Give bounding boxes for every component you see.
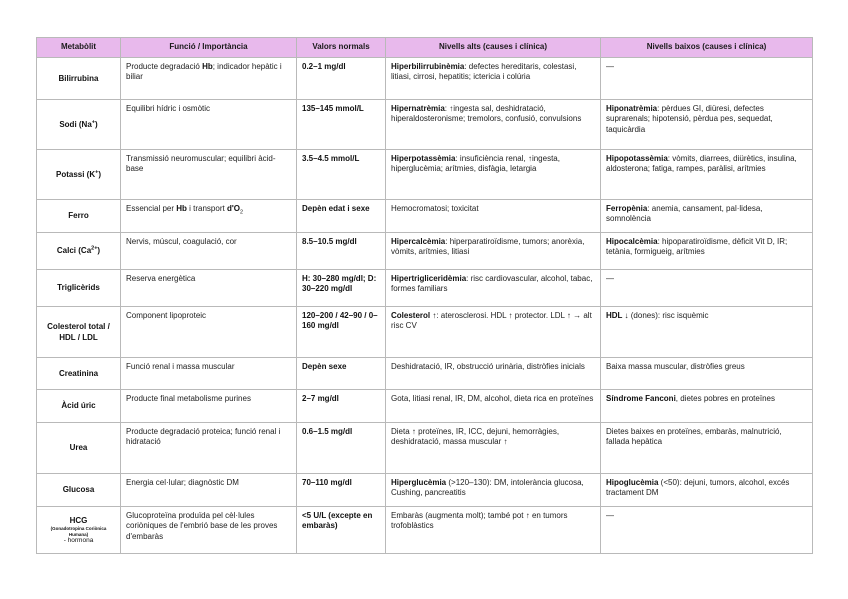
cell-metabolit [37, 423, 121, 474]
cell-text: : risc cardiovascular, alcohol, tabac, formes familiars [391, 274, 593, 294]
cell-nivells-alts [386, 58, 601, 100]
cell-metabolit [37, 150, 121, 200]
cell-text: Producte final metabolisme purines [126, 394, 251, 403]
cell-text: , dietes pobres en proteïnes [675, 394, 775, 403]
table-row [37, 507, 813, 554]
cell-text: Nervis, múscul, coagulació, cor [126, 237, 237, 246]
cell-text: ; indicador hepàtic i biliar [126, 62, 282, 82]
cell-text: : defectes hereditaris, colestasi, litiasi, cirrosi, hepatitis; ictericia i colúria [391, 62, 577, 82]
cell-text: Creatinina [58, 368, 99, 378]
cell-nivells-alts [386, 233, 601, 270]
cell-valors [297, 270, 386, 307]
cell-text: Ferro [68, 211, 89, 221]
cell-text: (>120–130): DM, intolerància glucosa, Cushing, pancreatitis [391, 478, 584, 498]
cell-text: Baixa massa muscular, distròfies greus [606, 362, 745, 371]
cell-funcio [121, 474, 297, 507]
cell-metabolit [37, 58, 121, 100]
cell-text: 8.5–10.5 mg/dl [302, 237, 357, 246]
cell-text: Energia cel·lular; diagnòstic DM [126, 478, 239, 487]
cell-text: Colesterol total / HDL / LDL [47, 322, 110, 342]
cell-text: + [91, 119, 95, 126]
column-header-metabolit: Metabòlit [37, 38, 121, 58]
cell-funcio [121, 200, 297, 233]
cell-text: 2 [239, 209, 244, 216]
cell-text: HCG [69, 515, 88, 525]
cell-funcio [121, 307, 297, 358]
cell-text: — [606, 62, 614, 71]
table-row [37, 270, 813, 307]
cell-text: : aterosclerosi. HDL ↑ protector. LDL ↑ → alt risc CV [391, 311, 592, 331]
cell-text: Hb [176, 204, 187, 213]
cell-text: i transport [186, 204, 227, 213]
cell-text: 0.2–1 mg/dl [302, 62, 346, 71]
cell-text: Hb [202, 62, 213, 71]
cell-text: Hiperbilirrubinèmia [391, 62, 465, 71]
cell-text: Reserva energètica [126, 274, 196, 283]
cell-text: 3.5–4.5 mmol/L [302, 154, 360, 163]
cell-text: Hiperpotassèmia [391, 154, 456, 163]
column-header-alts: Nivells alts (causes i clínica) [386, 38, 601, 58]
cell-nivells-alts [386, 100, 601, 150]
cell-text: Potassi (K [55, 169, 96, 179]
cell-text: Hipocalcèmia [606, 237, 658, 246]
cell-funcio [121, 507, 297, 554]
cell-text: Hipoglucèmia [606, 478, 659, 487]
cell-funcio [121, 358, 297, 390]
cell-text: Equilibri hídric i osmòtic [126, 104, 211, 113]
cell-text: ) [98, 169, 101, 179]
table-row [37, 358, 813, 390]
cell-text: — [606, 511, 614, 520]
cell-text: Component lipoproteic [126, 311, 207, 320]
cell-text: : hipoparatiroïdisme, dèficit Vit D, IR; tetània, formigueig, arítmies [606, 237, 788, 257]
cell-text: : hiperparatiroïdisme, tumors; anorèxia, vòmits, arítmies, litiasi [391, 237, 585, 257]
cell-valors [297, 307, 386, 358]
cell-text: Calci (Ca [56, 246, 92, 256]
cell-nivells-baixos [601, 423, 813, 474]
cell-text: : pèrdues GI, diüresi, defectes suprarenals; hipotensió, pèrdua pes, sequedat, taquicàrdia [606, 104, 773, 134]
column-header-funcio: Funció / Importància [121, 38, 297, 58]
cell-funcio [121, 58, 297, 100]
cell-text: Transmissió neuromuscular; equilibri àcid-base [126, 154, 276, 174]
cell-valors [297, 390, 386, 423]
cell-text: Colesterol ↑ [391, 311, 437, 320]
cell-nivells-alts [386, 307, 601, 358]
table-row [37, 100, 813, 150]
cell-nivells-baixos [601, 270, 813, 307]
cell-nivells-baixos [601, 233, 813, 270]
cell-nivells-baixos [601, 200, 813, 233]
cell-text: Dietes baixes en proteïnes, embaràs, malnutrició, fallada hepàtica [606, 427, 782, 447]
cell-funcio [121, 390, 297, 423]
cell-nivells-alts [386, 507, 601, 554]
cell-metabolit [37, 474, 121, 507]
cell-text: Gota, litiasi renal, IR, DM, alcohol, dieta rica en proteïnes [391, 394, 594, 403]
table-row [37, 390, 813, 423]
cell-text: Sodi (Na [59, 119, 92, 129]
cell-metabolit [37, 100, 121, 150]
cell-text: Glucosa [62, 485, 95, 495]
cell-text: : insuficiència renal, ↑ingesta, hiperglucèmia; arítmies, disfàgia, letargia [391, 154, 560, 174]
cell-valors [297, 358, 386, 390]
cell-metabolit [37, 390, 121, 423]
cell-text: d'O [226, 204, 240, 213]
table-row [37, 58, 813, 100]
cell-funcio [121, 233, 297, 270]
cell-valors [297, 150, 386, 200]
cell-text: HDL ↓ [606, 311, 629, 320]
table-header-row [37, 38, 813, 58]
cell-metabolit [37, 233, 121, 270]
cell-text: (dones): risc isquèmic [628, 311, 709, 320]
cell-nivells-alts [386, 150, 601, 200]
table-row [37, 307, 813, 358]
cell-funcio [121, 423, 297, 474]
cell-text: 0.6–1.5 mg/dl [302, 427, 353, 436]
metabolites-table [36, 37, 813, 554]
cell-nivells-baixos [601, 58, 813, 100]
cell-text: : anemia, cansament, pal·lidesa, somnolència [606, 204, 763, 224]
cell-nivells-alts [386, 270, 601, 307]
cell-metabolit [37, 200, 121, 233]
cell-metabolit [37, 358, 121, 390]
cell-valors [297, 507, 386, 554]
cell-nivells-baixos [601, 307, 813, 358]
cell-text: (<50): dejuni, tumors, alcohol, excés tractament DM [606, 478, 790, 498]
cell-text: Síndrome Fanconi [606, 394, 676, 403]
cell-nivells-baixos [601, 390, 813, 423]
cell-text: Hipopotassèmia [606, 154, 668, 163]
cell-text: 2–7 mg/dl [302, 394, 339, 403]
column-header-baixos: Nivells baixos (causes i clínica) [601, 38, 813, 58]
cell-text: <5 U/L (excepte en embaràs) [302, 511, 373, 531]
cell-text: Embaràs (augmenta molt); també pot ↑ en tumors trofoblàstics [391, 511, 568, 531]
cell-text: + [95, 169, 99, 176]
cell-valors [297, 100, 386, 150]
table-row [37, 200, 813, 233]
cell-nivells-alts [386, 423, 601, 474]
cell-text: Producte degradació proteica; funció renal i hidratació [126, 427, 281, 447]
cell-text: Urea [69, 443, 88, 453]
cell-nivells-alts [386, 474, 601, 507]
cell-valors [297, 200, 386, 233]
cell-metabolit [37, 270, 121, 307]
cell-text: : vòmits, diarrees, diürètics, insulina, aldosterona; fatiga, rampes, paràlisi, arítmies [606, 154, 797, 174]
table-row [37, 233, 813, 270]
cell-nivells-alts [386, 390, 601, 423]
cell-text: Hipertrigliceridèmia [391, 274, 467, 283]
cell-valors [297, 423, 386, 474]
column-header-valors: Valors normals [297, 38, 386, 58]
table-row [37, 474, 813, 507]
cell-text: 120–200 / 42–90 / 0–160 mg/dl [302, 311, 378, 331]
cell-text: 70–110 mg/dl [302, 478, 352, 487]
cell-valors [297, 474, 386, 507]
cell-text: Hipernatrèmia [391, 104, 445, 113]
cell-text: Hemocromatosi; toxicitat [391, 204, 479, 213]
cell-nivells-baixos [601, 358, 813, 390]
cell-valors [297, 233, 386, 270]
cell-text: Essencial per [126, 204, 177, 213]
cell-text: ) [95, 119, 98, 129]
cell-text: ) [97, 246, 101, 256]
cell-metabolit [37, 307, 121, 358]
cell-text: (Gonadotropina Coriònica Humana) [50, 526, 107, 537]
cell-text: Producte degradació [126, 62, 203, 71]
cell-funcio [121, 150, 297, 200]
cell-text: - hormona [63, 537, 94, 545]
cell-text: Hipercalcèmia [391, 237, 446, 246]
cell-text: Bilirrubina [58, 73, 99, 83]
cell-text: : ↑ingesta sal, deshidratació, hiperaldosteronisme; tremolors, confusió, convulsions [391, 104, 582, 124]
cell-text: Depèn sexe [302, 362, 347, 371]
cell-text: Àcid úric [61, 401, 96, 411]
cell-funcio [121, 100, 297, 150]
cell-nivells-alts [386, 200, 601, 233]
cell-text: Funció renal i massa muscular [126, 362, 235, 371]
cell-valors [297, 58, 386, 100]
cell-nivells-baixos [601, 474, 813, 507]
cell-metabolit [37, 507, 121, 554]
table-row [37, 150, 813, 200]
cell-text: H: 30–280 mg/dl; D: 30–220 mg/dl [302, 274, 377, 294]
cell-nivells-baixos [601, 150, 813, 200]
cell-funcio [121, 270, 297, 307]
cell-text: Glucoproteïna produïda pel cèl·lules coriòniques de l'embrió base de les proves d'embaràs [126, 511, 278, 541]
document-page [36, 37, 812, 554]
table-row [37, 423, 813, 474]
cell-text: Ferropènia [606, 204, 648, 213]
cell-text: Deshidratació, IR, obstrucció urinària, distròfies inicials [391, 362, 585, 371]
cell-text: Hiponatrèmia [606, 104, 658, 113]
cell-text: 135–145 mmol/L [302, 104, 364, 113]
cell-text: Depèn edat i sexe [302, 204, 370, 213]
cell-nivells-baixos [601, 100, 813, 150]
cell-text: Triglicèrids [57, 283, 100, 293]
cell-text: Hiperglucèmia [391, 478, 447, 487]
cell-text: — [606, 274, 614, 283]
table-body [37, 58, 813, 554]
cell-text: Dieta ↑ proteïnes, IR, ICC, dejuni, hemorràgies, deshidratació, massa muscular ↑ [391, 427, 560, 447]
cell-nivells-baixos [601, 507, 813, 554]
cell-nivells-alts [386, 358, 601, 390]
cell-text: 2+ [91, 245, 98, 252]
